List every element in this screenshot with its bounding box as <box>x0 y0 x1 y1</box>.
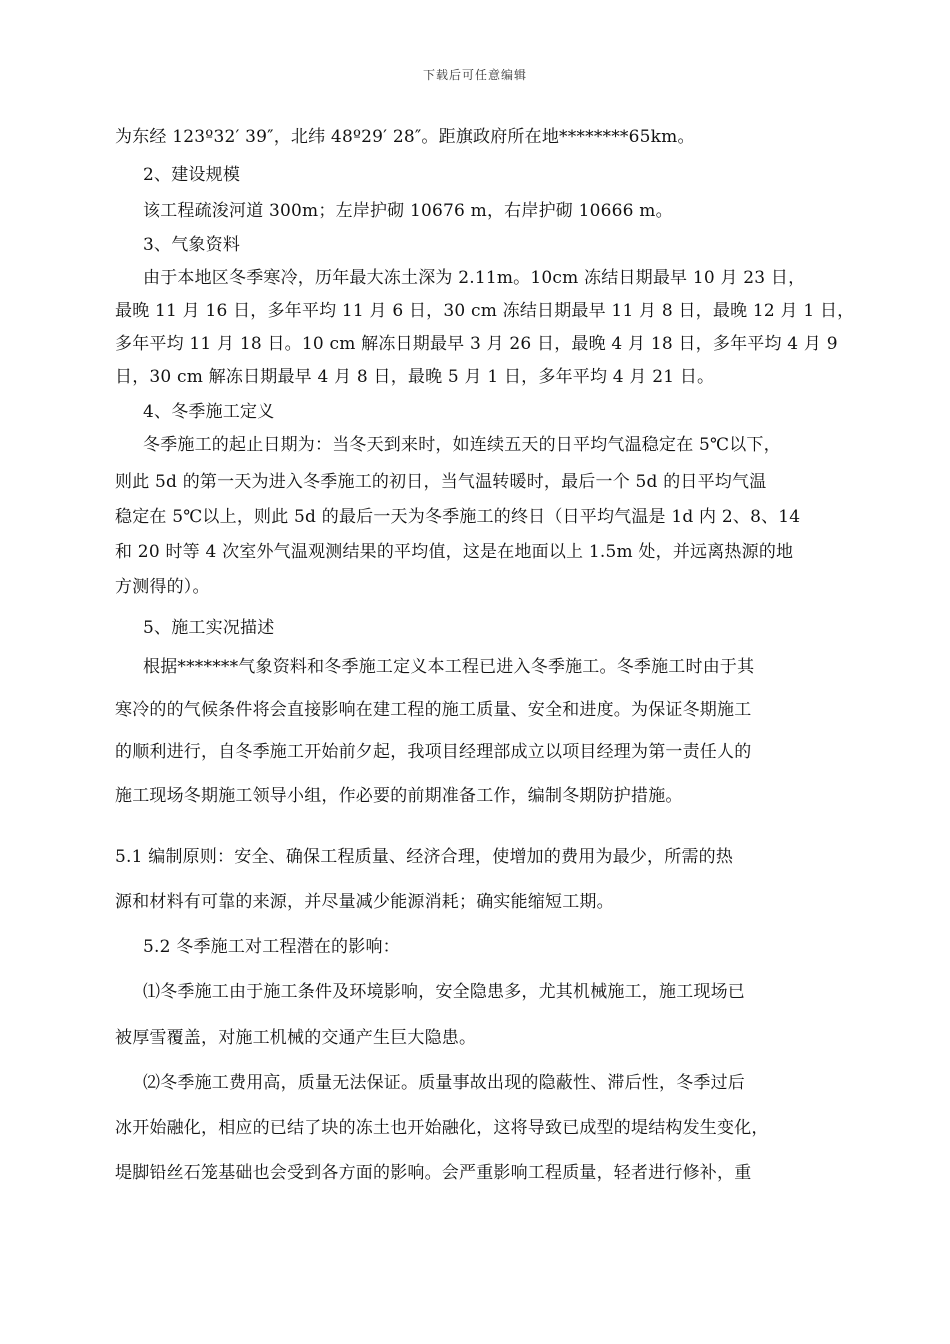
body-line: 方测得的）。 <box>115 577 210 597</box>
body-line: 施工现场冬期施工领导小组，作必要的前期准备工作，编制冬期防护措施。 <box>115 786 683 806</box>
body-line: 源和材料有可靠的来源，并尽量减少能源消耗；确实能缩短工期。 <box>115 892 614 912</box>
body-line: 由于本地区冬季寒冷，历年最大冻土深为 2.11m。10cm 冻结日期最早 10 月 23 日， <box>143 268 806 288</box>
body-line: 该工程疏浚河道 300m；左岸护砌 10676 m，右岸护砌 10666 m。 <box>143 201 673 221</box>
body-line: 堤脚铅丝石笼基础也会受到各方面的影响。会严重影响工程质量，轻者进行修补，重 <box>115 1163 752 1183</box>
body-line: 根据*******气象资料和冬季施工定义本工程已进入冬季施工。冬季施工时由于其 <box>143 657 755 677</box>
body-line: 为东经 123º32′ 39″，北纬 48º29′ 28″。距旗政府所在地********65km。 <box>115 127 695 147</box>
section-heading: 4、冬季施工定义 <box>143 402 275 422</box>
body-line: 5.2 冬季施工对工程潜在的影响： <box>143 937 400 957</box>
body-line: 日，30 cm 解冻日期最早 4 月 8 日，最晚 5 月 1 日，多年平均 4 月 21 日。 <box>115 367 715 387</box>
body-line: 的顺利进行，自冬季施工开始前夕起，我项目经理部成立以项目经理为第一责任人的 <box>115 742 752 762</box>
body-line: 5.1 编制原则：安全、确保工程质量、经济合理，使增加的费用为最少，所需的热 <box>115 847 734 867</box>
body-line: 寒冷的的气候条件将会直接影响在建工程的施工质量、安全和进度。为保证冬期施工 <box>115 700 752 720</box>
header-watermark: 下载后可任意编辑 <box>422 68 527 82</box>
body-line: 和 20 时等 4 次室外气温观测结果的平均值，这是在地面以上 1.5m 处，并远离热源的地 <box>115 542 794 562</box>
body-line: 稳定在 5℃以上，则此 5d 的最后一天为冬季施工的终日（日平均气温是 1d 内 2、8、14 <box>115 507 801 527</box>
section-heading: 3、气象资料 <box>143 235 241 255</box>
section-heading: 5、施工实况描述 <box>143 618 275 638</box>
section-heading: 2、建设规模 <box>143 165 241 185</box>
body-line: 冰开始融化，相应的已结了块的冻土也开始融化，这将导致已成型的堤结构发生变化， <box>115 1118 769 1138</box>
body-line: 则此 5d 的第一天为进入冬季施工的初日，当气温转暖时，最后一个 5d 的日平均气温 <box>115 472 767 492</box>
body-line: 被厚雪覆盖，对施工机械的交通产生巨大隐患。 <box>115 1028 477 1048</box>
body-line: 冬季施工的起止日期为：当冬天到来时，如连续五天的日平均气温稳定在 5℃以下， <box>143 435 781 455</box>
body-line: 多年平均 11 月 18 日。10 cm 解冻日期最早 3 月 26 日，最晚 4 月 18 日，多年平均 4 月 9 <box>115 334 838 354</box>
body-line: ⑴冬季施工由于施工条件及环境影响，安全隐患多，尤其机械施工，施工现场已 <box>143 982 745 1002</box>
body-line: 最晚 11 月 16 日，多年平均 11 月 6 日，30 cm 冻结日期最早 11 月 8 日，最晚 12 月 1 日， <box>115 301 855 321</box>
body-line: ⑵冬季施工费用高，质量无法保证。质量事故出现的隐蔽性、滞后性，冬季过后 <box>143 1073 745 1093</box>
